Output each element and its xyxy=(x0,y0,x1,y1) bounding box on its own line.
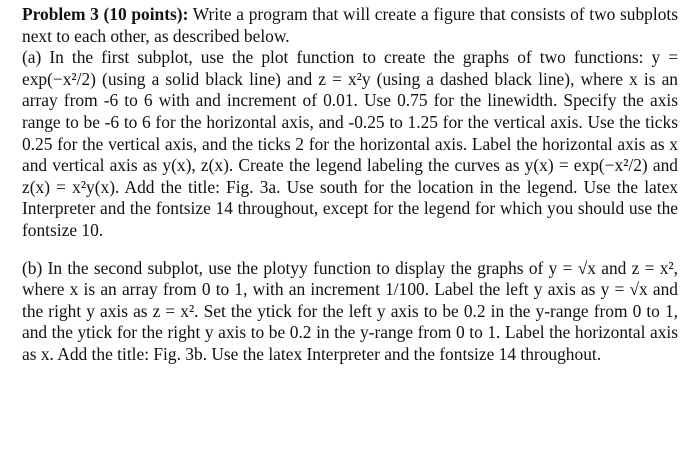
problem-intro: Write a program that will create a figure that consists of two subplots next to each other, as described below. xyxy=(22,4,678,46)
problem-title: Problem 3 (10 points): xyxy=(22,4,189,24)
paragraph-spacer xyxy=(22,242,678,258)
part-b-paragraph: (b) In the second subplot, use the plotyy function to display the graphs of y = √x and z = x², where x is an array from 0 to 1, with an increment 1/100. Label the left y axis as y = √x and the right y axis as z = x². Set the ytick for the left y axis to be 0.2 in the y-range from 0 to 1, and the ytick for the right y axis to be 0.2 in the y-range from 0 to 1. Label the horizontal axis as x. Add the title: Fig. 3b. Use the latex Interpreter and the fontsize 14 throughout. xyxy=(22,257,678,364)
problem-intro-paragraph xyxy=(22,4,678,47)
part-a-paragraph: (a) In the first subplot, use the plot function to create the graphs of two functions: y = exp(−x²/2) (using a solid black line) and z = x²y (using a dashed black line), where x is an array from -6 to 6 with and increment of 0.01. Use 0.75 for the linewidth. Specify the axis range to be -6 to 6 for the horizontal axis, and -0.25 to 1.25 for the vertical axis. Use the ticks 0.25 for the vertical axis, and the ticks 2 for the horizontal axis. Label the horizontal axis as x and vertical axis as y(x), z(x). Create the legend labeling the curves as y(x) = exp(−x²/2) and z(x) = x²y(x). Add the title: Fig. 3a. Use south for the location in the legend. Use the latex Interpreter and the fontsize 14 throughout, except for the legend for which you should use the fontsize 10. xyxy=(22,47,678,240)
